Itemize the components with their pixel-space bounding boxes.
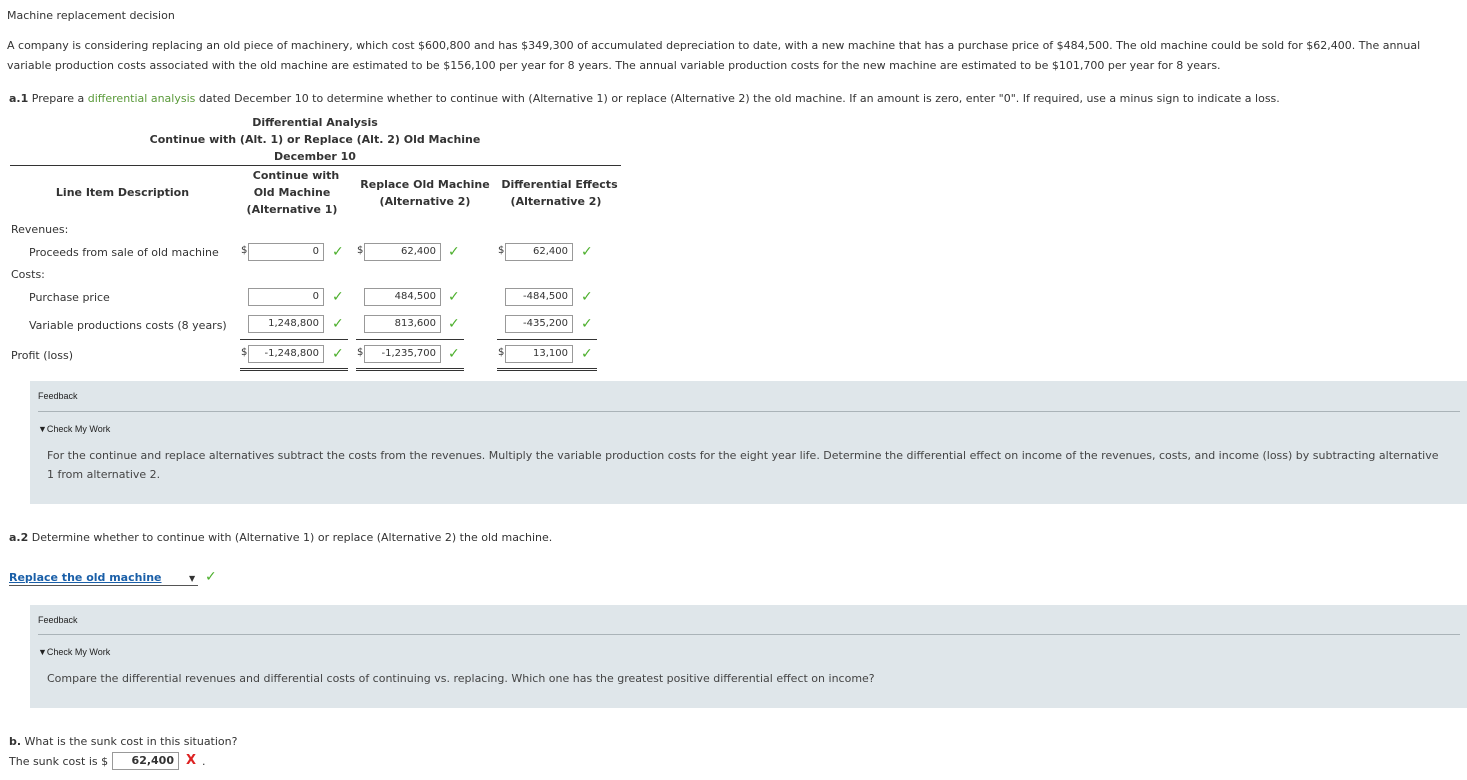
decision-dropdown[interactable]: Replace the old machine	[9, 571, 162, 584]
feedback-panel	[30, 605, 1467, 708]
question-b-number: b.	[9, 735, 22, 748]
sunk-cost-period: .	[202, 755, 206, 768]
total-rule	[497, 368, 597, 369]
table-heading: Differential Analysis	[252, 116, 378, 129]
question-a1-post: dated December 10 to determine whether to continue with (Alternative 1) or replace (Alternative 2) the old machine. If an amount is zero, enter "0". If required, use a minus sign to indicate a loss.	[195, 92, 1280, 105]
total-rule	[497, 370, 597, 371]
question-b	[9, 735, 237, 748]
currency-sign: $	[357, 245, 364, 256]
column-header-diff-line1: Differential Effects	[501, 178, 618, 191]
currency-sign: $	[241, 347, 248, 358]
check-icon: ✓	[581, 289, 593, 305]
feedback-text: Compare the differential revenues and differential costs of continuing vs. replacing. Which one has the greatest positive differential effect on income?	[47, 672, 875, 685]
revenues-label: Revenues:	[11, 223, 69, 236]
table-heading-rule	[10, 165, 621, 166]
variable-costs-label: Variable productions costs (8 years)	[29, 319, 227, 332]
total-rule	[240, 370, 348, 371]
sunk-cost-input[interactable]: 62,400	[112, 752, 179, 770]
purchase-diff-input[interactable]: -484,500	[505, 288, 573, 306]
incorrect-x-icon: X	[186, 753, 197, 768]
dropdown-underline	[9, 585, 198, 586]
variable-alt2-input[interactable]: 813,600	[364, 315, 441, 333]
variable-alt1-input[interactable]: 1,248,800	[248, 315, 324, 333]
variable-diff-input[interactable]: -435,200	[505, 315, 573, 333]
table-date: December 10	[274, 150, 356, 163]
feedback-label: Feedback	[38, 615, 78, 625]
check-icon: ✓	[332, 289, 344, 305]
question-a2-text: Determine whether to continue with (Alternative 1) or replace (Alternative 2) the old machine.	[28, 531, 553, 544]
page-title: Machine replacement decision	[7, 9, 175, 22]
proceeds-diff-input[interactable]: 62,400	[505, 243, 573, 261]
column-header-diff-line2: (Alternative 2)	[510, 195, 602, 208]
subtotal-rule	[356, 339, 464, 340]
check-icon: ✓	[332, 346, 344, 362]
column-header-alt2-line2: (Alternative 2)	[379, 195, 471, 208]
check-icon: ✓	[332, 316, 344, 332]
profit-loss-label: Profit (loss)	[11, 349, 74, 362]
check-icon: ✓	[581, 316, 593, 332]
question-a2	[9, 531, 552, 544]
sunk-cost-label: The sunk cost is $	[9, 755, 109, 768]
currency-sign: $	[357, 347, 364, 358]
question-a1-pre: Prepare a	[28, 92, 88, 105]
column-header-alt2-line1: Replace Old Machine	[360, 178, 490, 191]
check-icon: ✓	[581, 346, 593, 362]
check-my-work-toggle[interactable]: ▼Check My Work	[38, 647, 111, 657]
feedback-label: Feedback	[38, 391, 78, 401]
subtotal-rule	[240, 339, 348, 340]
check-icon: ✓	[448, 244, 460, 260]
chevron-down-icon[interactable]: ▼	[189, 574, 196, 583]
proceeds-alt1-input[interactable]: 0	[248, 243, 324, 261]
problem-statement: A company is considering replacing an old piece of machinery, which cost $600,800 and has $349,300 of accumulated depreciation to date, with a new machine that has a purchase price of $484,500. The old machine could be sold for $62,400. The annual variable production costs associated with the old machine are estimated to be $156,100 per year for 8 years. The annual variable production costs for the new machine are estimated to be $101,700 per year for 8 years.	[7, 39, 1421, 72]
question-b-text: What is the sunk cost in this situation?	[21, 735, 238, 748]
check-my-work-toggle[interactable]: ▼Check My Work	[38, 424, 111, 434]
check-icon: ✓	[581, 244, 593, 260]
question-a2-number: a.2	[9, 531, 29, 544]
check-icon: ✓	[205, 569, 217, 585]
question-a1	[9, 92, 1280, 105]
column-header-alt1-line2: Old Machine	[253, 186, 331, 199]
total-rule	[356, 368, 464, 369]
column-header-description: Line Item Description	[55, 186, 190, 199]
check-icon: ✓	[448, 346, 460, 362]
check-icon: ✓	[332, 244, 344, 260]
differential-analysis-link[interactable]: differential analysis	[87, 92, 196, 105]
question-a1-number: a.1	[9, 92, 29, 105]
feedback-divider	[38, 411, 1460, 412]
proceeds-alt2-input[interactable]: 62,400	[364, 243, 441, 261]
purchase-alt2-input[interactable]: 484,500	[364, 288, 441, 306]
column-header-alt1-line1: Continue with	[252, 169, 340, 182]
feedback-divider	[38, 634, 1460, 635]
subtotal-rule	[497, 339, 597, 340]
costs-label: Costs:	[11, 268, 45, 281]
purchase-price-label: Purchase price	[29, 291, 110, 304]
table-subheading: Continue with (Alt. 1) or Replace (Alt. 2) Old Machine	[149, 133, 481, 146]
proceeds-label: Proceeds from sale of old machine	[29, 246, 219, 259]
currency-sign: $	[241, 245, 248, 256]
profit-alt2-input[interactable]: -1,235,700	[364, 345, 441, 363]
check-icon: ✓	[448, 289, 460, 305]
profit-diff-input[interactable]: 13,100	[505, 345, 573, 363]
total-rule	[240, 368, 348, 369]
currency-sign: $	[498, 245, 505, 256]
feedback-text: For the continue and replace alternatives subtract the costs from the revenues. Multiply the variable production costs for the eight year life. Determine the differential effect on income of the revenues, costs, and income (loss) by subtracting alternative 1 from alternative 2.	[47, 449, 1439, 481]
profit-alt1-input[interactable]: -1,248,800	[248, 345, 324, 363]
total-rule	[356, 370, 464, 371]
column-header-alt1-line3: (Alternative 1)	[246, 203, 338, 216]
currency-sign: $	[498, 347, 505, 358]
feedback-panel	[30, 381, 1467, 504]
purchase-alt1-input[interactable]: 0	[248, 288, 324, 306]
check-icon: ✓	[448, 316, 460, 332]
